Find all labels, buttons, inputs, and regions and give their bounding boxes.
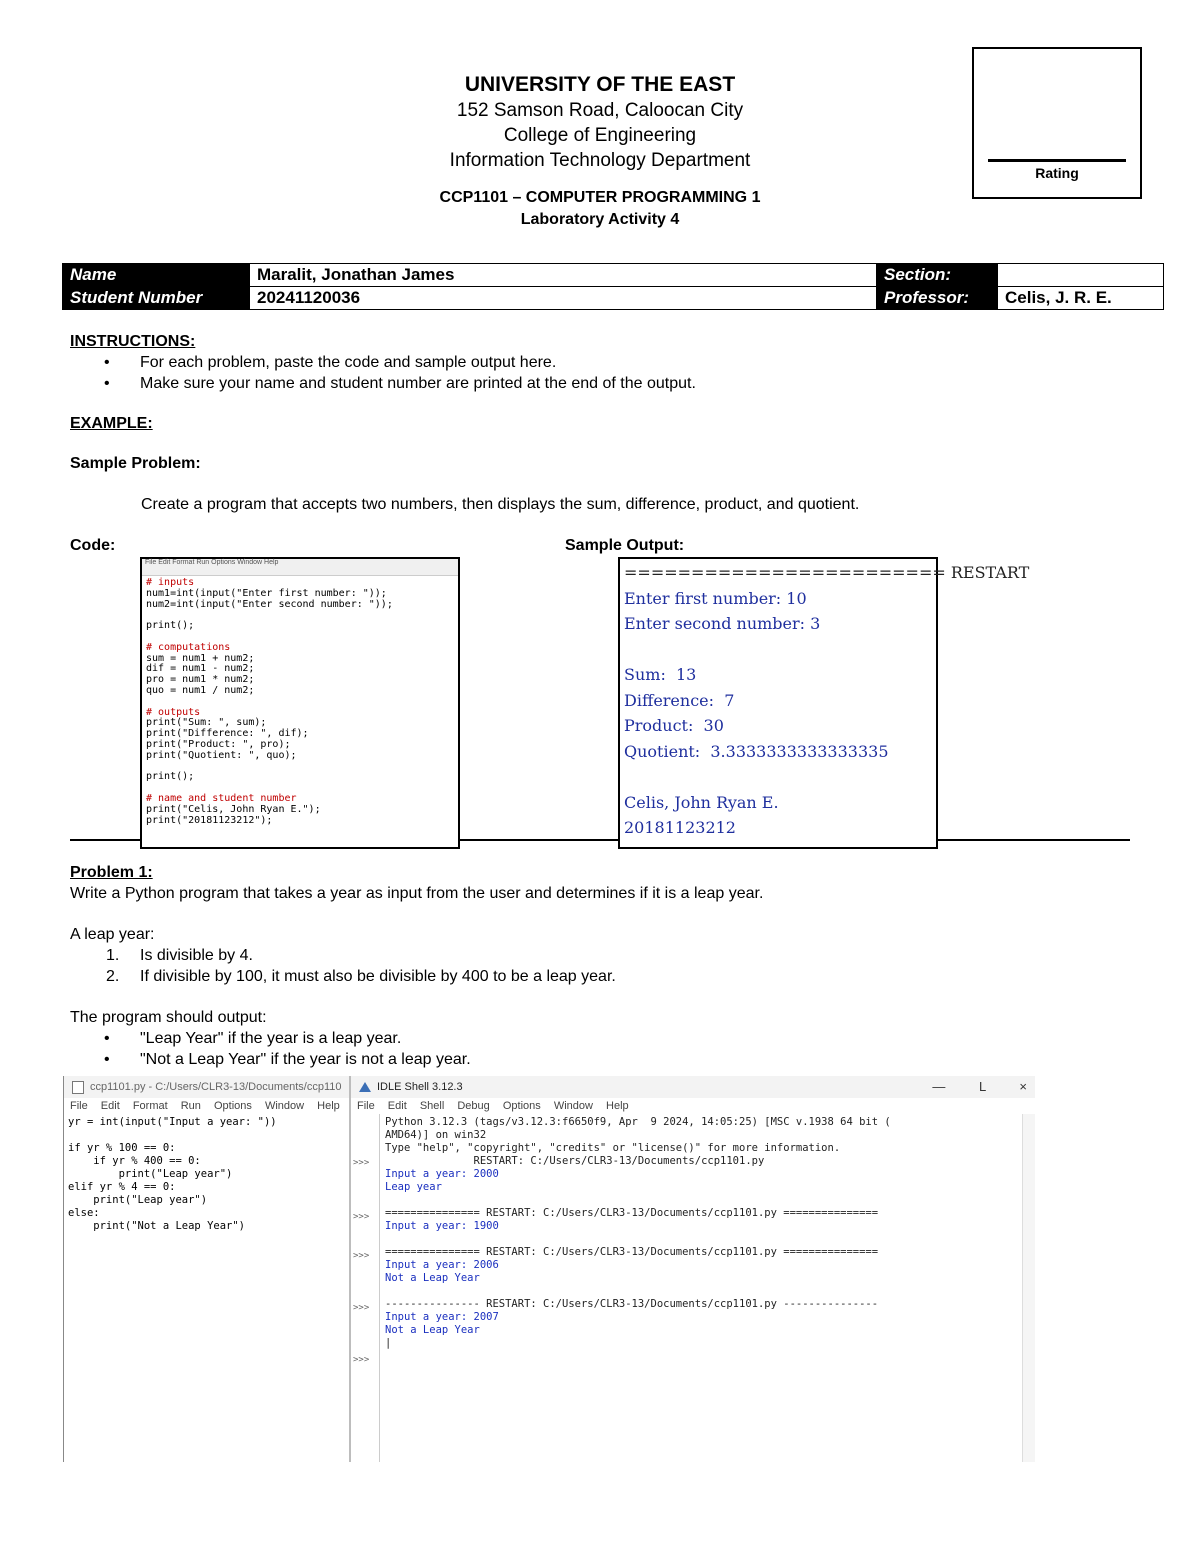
university-address: 152 Samson Road, Caloocan City <box>456 100 744 121</box>
sample-problem-label: Sample Problem: <box>70 455 201 472</box>
code-line: print("Product: ", pro); <box>146 738 291 750</box>
leap-year-rules <box>0 945 1130 987</box>
editor-code-line: else: <box>68 1207 100 1219</box>
shell-line: Not a Leap Year <box>385 1272 480 1284</box>
expected-output-list <box>0 1028 1130 1070</box>
shell-scrollbar[interactable] <box>1022 1114 1035 1462</box>
shell-menu-debug[interactable]: Debug <box>457 1100 490 1112</box>
activity-title: Laboratory Activity 4 <box>520 211 680 228</box>
output-line: Sum: 13 <box>624 665 697 684</box>
editor-code-line <box>68 1129 345 1142</box>
college-name: College of Engineering <box>503 125 697 146</box>
python-file-icon <box>72 1081 84 1094</box>
shell-prompt: >>> <box>353 1158 370 1168</box>
editor-title: ccp1101.py - C:/Users/CLR3-13/Documents/ccp110 <box>90 1081 342 1093</box>
code-line: print("Difference: ", dif); <box>146 728 309 740</box>
output-line <box>624 637 932 663</box>
shell-prompt: >>> <box>353 1355 370 1365</box>
problem-1-section <box>70 862 1130 1070</box>
example-code-screenshot <box>140 557 460 849</box>
shell-line: =============== RESTART: C:/Users/CLR3-13/Documents/ccp1101.py =============== <box>385 1246 879 1258</box>
code-line: # name and student number <box>146 792 297 804</box>
section-label: Section: <box>877 264 998 287</box>
shell-line: RESTART: C:/Users/CLR3-13/Documents/ccp1101.py <box>385 1155 765 1167</box>
shell-line: =============== RESTART: C:/Users/CLR3-13/Documents/ccp1101.py =============== <box>385 1207 879 1219</box>
idle-icon <box>359 1082 371 1092</box>
editor-menu-edit[interactable]: Edit <box>100 1100 120 1112</box>
close-icon[interactable]: × <box>1019 1079 1027 1094</box>
output-line: Quotient: 3.3333333333333335 <box>624 741 889 761</box>
shell-prompt: >>> <box>353 1212 370 1222</box>
rating-line <box>988 159 1126 162</box>
output-line: 20181123212 <box>624 818 736 837</box>
problem-1-description: Write a Python program that takes a year as input from the user and determines if it is a leap year. <box>70 885 764 902</box>
output-line: Enter first number: 10 <box>624 588 807 608</box>
example-heading: EXAMPLE: <box>70 415 153 432</box>
editor-menubar <box>64 1098 349 1114</box>
code-line: print(); <box>146 620 195 632</box>
shell-line <box>385 1194 1021 1207</box>
idle-screenshot <box>63 1076 1035 1462</box>
editor-titlebar <box>64 1076 349 1098</box>
name-value: Maralit, Jonathan James <box>250 264 877 287</box>
instructions-heading: INSTRUCTIONS: <box>70 333 196 350</box>
output-intro: The program should output: <box>70 1009 267 1026</box>
editor-menu-help[interactable]: Help <box>317 1100 340 1112</box>
output-line: Product: 30 <box>624 716 724 735</box>
code-line: # outputs <box>146 706 201 718</box>
example-code-lines <box>142 576 458 828</box>
leap-rule <box>70 945 1130 966</box>
shell-line: Python 3.12.3 (tags/v3.12.3:f6650f9, Apr 9 2024, 14:05:25) [MSC v.1938 64 bit ( <box>385 1116 891 1128</box>
instructions-list <box>0 352 1130 394</box>
shell-titlebar <box>351 1076 1035 1098</box>
problem-1-heading: Problem 1: <box>70 864 153 881</box>
sample-output-label: Sample Output: <box>565 537 685 554</box>
shell-line <box>385 1285 1021 1298</box>
shell-line: | <box>385 1337 392 1349</box>
shell-menu-file[interactable]: File <box>357 1100 375 1112</box>
department-name: Information Technology Department <box>449 150 751 171</box>
code-line: sum = num1 + num2; <box>146 652 255 664</box>
shell-line: --------------- RESTART: C:/Users/CLR3-13/Documents/ccp1101.py --------------- <box>385 1298 879 1310</box>
editor-menu-format[interactable]: Format <box>132 1100 168 1112</box>
editor-code-area[interactable] <box>64 1114 349 1235</box>
code-line: pro = num1 * num2; <box>146 674 255 686</box>
professor-value: Celis, J. R. E. <box>998 287 1164 310</box>
code-line: dif = num1 - num2; <box>146 663 255 675</box>
output-line: Difference: 7 <box>624 690 735 710</box>
output-line: Enter second number: 3 <box>624 614 821 633</box>
shell-line: Not a Leap Year <box>385 1324 480 1336</box>
sample-problem-text: Create a program that accepts two numbers, then displays the sum, difference, product, and quotient. <box>141 496 860 513</box>
editor-menu-run[interactable]: Run <box>180 1100 201 1112</box>
document-header <box>300 72 900 231</box>
professor-label: Professor: <box>877 287 998 310</box>
shell-menu-window[interactable]: Window <box>553 1100 593 1112</box>
editor-code-line: if yr % 400 == 0: <box>68 1155 201 1167</box>
editor-code-line: yr = int(input("Input a year: ")) <box>68 1116 277 1128</box>
minimize-icon[interactable]: — <box>932 1079 946 1094</box>
example-output-lines <box>620 559 1030 842</box>
course-title: CCP1101 – COMPUTER PROGRAMMING 1 <box>439 189 761 206</box>
name-label: Name <box>63 264 250 287</box>
instructions-section <box>70 331 1130 394</box>
student-number-label: Student Number <box>63 287 250 310</box>
code-line: # inputs <box>146 577 195 588</box>
university-name: UNIVERSITY OF THE EAST <box>464 73 736 96</box>
shell-prompt-gutter <box>351 1114 380 1462</box>
output-line: Celis, John Ryan E. <box>624 792 779 812</box>
student-info-table <box>62 263 1164 310</box>
editor-code-line: elif yr % 4 == 0: <box>68 1181 176 1193</box>
code-line: num1=int(input("Enter first number: ")); <box>146 587 387 599</box>
idle-editor-window <box>64 1076 351 1462</box>
leap-rule-text: If divisible by 100, it must also be divisible by 400 to be a leap year. <box>140 968 616 985</box>
code-label: Code: <box>70 537 116 554</box>
leap-rule-text: Is divisible by 4. <box>140 947 253 964</box>
shell-menu-options[interactable]: Options <box>502 1100 541 1112</box>
shell-line: Input a year: 2000 <box>385 1168 499 1180</box>
code-line: # computations <box>146 641 231 653</box>
leap-rule <box>70 966 1130 987</box>
code-line: quo = num1 / num2; <box>146 684 255 696</box>
shell-menu-edit[interactable]: Edit <box>387 1100 407 1112</box>
rating-label: Rating <box>1035 165 1079 181</box>
rating-box <box>972 47 1142 199</box>
code-line: print("20181123212"); <box>146 814 273 826</box>
code-line: num2=int(input("Enter second number: ")); <box>146 598 393 610</box>
window-controls <box>902 1076 1027 1098</box>
maximize-icon[interactable]: L <box>979 1079 986 1094</box>
shell-menu-shell[interactable]: Shell <box>419 1100 445 1112</box>
code-line: print("Celis, John Ryan E."); <box>146 803 321 815</box>
idle-shell-window <box>351 1076 1035 1462</box>
code-line: print("Sum: ", sum); <box>146 717 267 729</box>
editor-code-line: print("Not a Leap Year") <box>68 1220 246 1232</box>
code-line: print(); <box>146 771 195 783</box>
leap-rule-number: 1. <box>106 947 120 964</box>
shell-line: AMD64)] on win32 <box>385 1129 487 1141</box>
example-output-screenshot <box>618 557 1030 849</box>
shell-prompt: >>> <box>353 1251 370 1261</box>
shell-prompt: >>> <box>353 1303 370 1313</box>
editor-code-line: print("Leap year") <box>68 1194 208 1206</box>
example-code-menu: File Edit Format Run Options Window Help <box>142 559 458 576</box>
shell-line: Input a year: 2007 <box>385 1311 499 1323</box>
code-line <box>146 697 454 708</box>
shell-menubar <box>351 1098 1035 1114</box>
shell-line: Input a year: 1900 <box>385 1220 499 1232</box>
section-value <box>998 264 1164 287</box>
shell-output-area[interactable] <box>385 1116 1021 1350</box>
code-line: print("Quotient: ", quo); <box>146 749 297 761</box>
instruction-item: • For each problem, paste the code and sample output here. <box>70 352 1130 373</box>
output-line: ======================== RESTART <box>624 563 1030 582</box>
shell-line: Type "help", "copyright", "credits" or "license()" for more information. <box>385 1142 841 1154</box>
editor-code-line: print("Leap year") <box>68 1168 233 1180</box>
editor-code-line: if yr % 100 == 0: <box>68 1142 176 1154</box>
shell-menu-help[interactable]: Help <box>606 1100 629 1112</box>
shell-line: Input a year: 2006 <box>385 1259 499 1271</box>
leap-rule-number: 2. <box>106 968 120 985</box>
expected-output-item: • "Leap Year" if the year is a leap year. <box>70 1028 1130 1049</box>
editor-menu-window[interactable]: Window <box>264 1100 305 1112</box>
instruction-item: • Make sure your name and student number are printed at the end of the output. <box>70 373 1130 394</box>
student-number-value: 20241120036 <box>250 287 877 310</box>
shell-line: Leap year <box>385 1181 442 1193</box>
expected-output-item: • "Not a Leap Year" if the year is not a leap year. <box>70 1049 1130 1070</box>
output-line <box>624 764 932 790</box>
shell-line <box>385 1233 1021 1246</box>
leap-year-intro: A leap year: <box>70 926 155 943</box>
shell-title: IDLE Shell 3.12.3 <box>377 1081 463 1093</box>
editor-menu-file[interactable]: File <box>70 1100 88 1112</box>
editor-menu-options[interactable]: Options <box>213 1100 252 1112</box>
